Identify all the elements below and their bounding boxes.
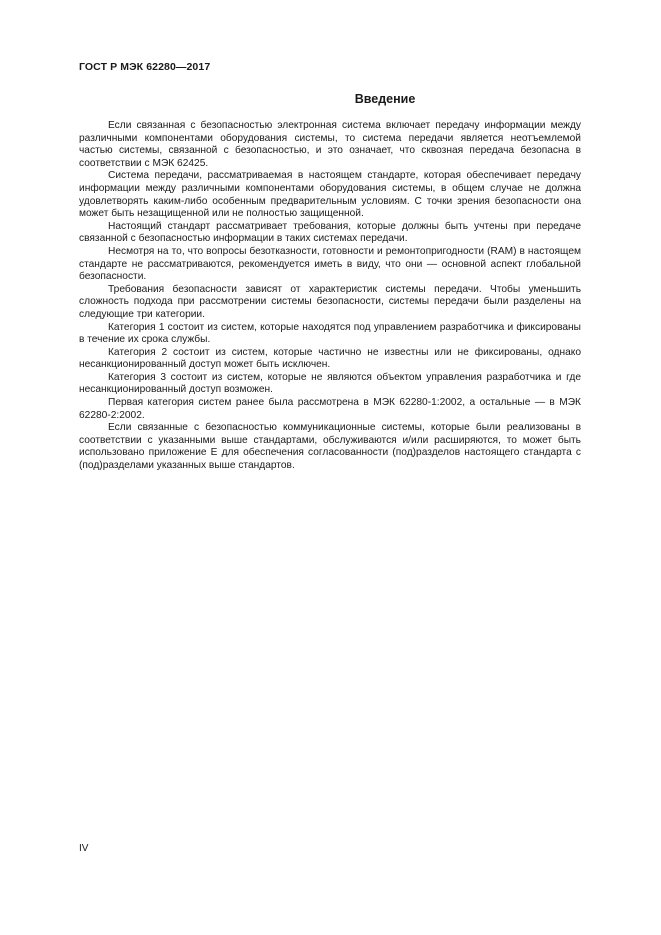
paragraph: Требования безопасности зависят от характеристик системы передачи. Чтобы уменьшить сложность подхода при рассмотрении системы безопасности, системы передачи были разделены на следующие три категории. [79, 283, 581, 320]
paragraph: Первая категория систем ранее была рассмотрена в МЭК 62280-1:2002, а остальные — в МЭК 62280-2:2002. [79, 397, 581, 421]
paragraph: Категория 3 состоит из систем, которые не являются объектом управления разработчика и где несанкционированный доступ возможен. [79, 371, 581, 396]
page-number: IV [79, 843, 89, 854]
paragraph: Если связанные с безопасностью коммуникационные системы, которые были реализованы в соответствии с указанными выше стандартами, обслуживаются и/или расширяются, то может быть использовано приложение Е для обеспечения согласованности (под)разделов настоящего стандарта с (под)разделами указанных выше стандартов. [79, 422, 581, 472]
document-body [79, 120, 581, 473]
paragraph: Настоящий стандарт рассматривает требования, которые должны быть учтены при передаче связанной с безопасностью информации в таких системах передачи. [79, 220, 581, 245]
paragraph: Категория 1 состоит из систем, которые находятся под управлением разработчика и фиксированы в течение их срока службы. [79, 321, 581, 346]
section-title: Введение [354, 92, 416, 106]
document-code-header: ГОСТ Р МЭК 62280—2017 [79, 61, 211, 73]
paragraph: Несмотря на то, что вопросы безотказности, готовности и ремонтопригодности (RAM) в настоящем стандарте не рассматриваются, рекомендуется иметь в виду, что они — основной аспект глобальной безопасности. [79, 245, 581, 283]
paragraph: Категория 2 состоит из систем, которые частично не известны или не фиксированы, однако несанкционированный доступ может быть исключен. [79, 346, 581, 371]
paragraph: Система передачи, рассматриваемая в настоящем стандарте, которая обеспечивает передачу информации между различными компонентами оборудования системы, в общем случае не должна удовлетворять каким-либо особенным предварительным условиям. С точки зрения безопасности она может быть незащищенной или не полностью защищенной. [79, 170, 581, 220]
paragraph: Если связанная с безопасностью электронная система включает передачу информации между различными компонентами оборудования системы, то система передачи является неотъемлемой частью системы, связанной с безопасностью, и это означает, что сквозная передача безопасна в соответствии с МЭК 62425. [79, 120, 581, 169]
